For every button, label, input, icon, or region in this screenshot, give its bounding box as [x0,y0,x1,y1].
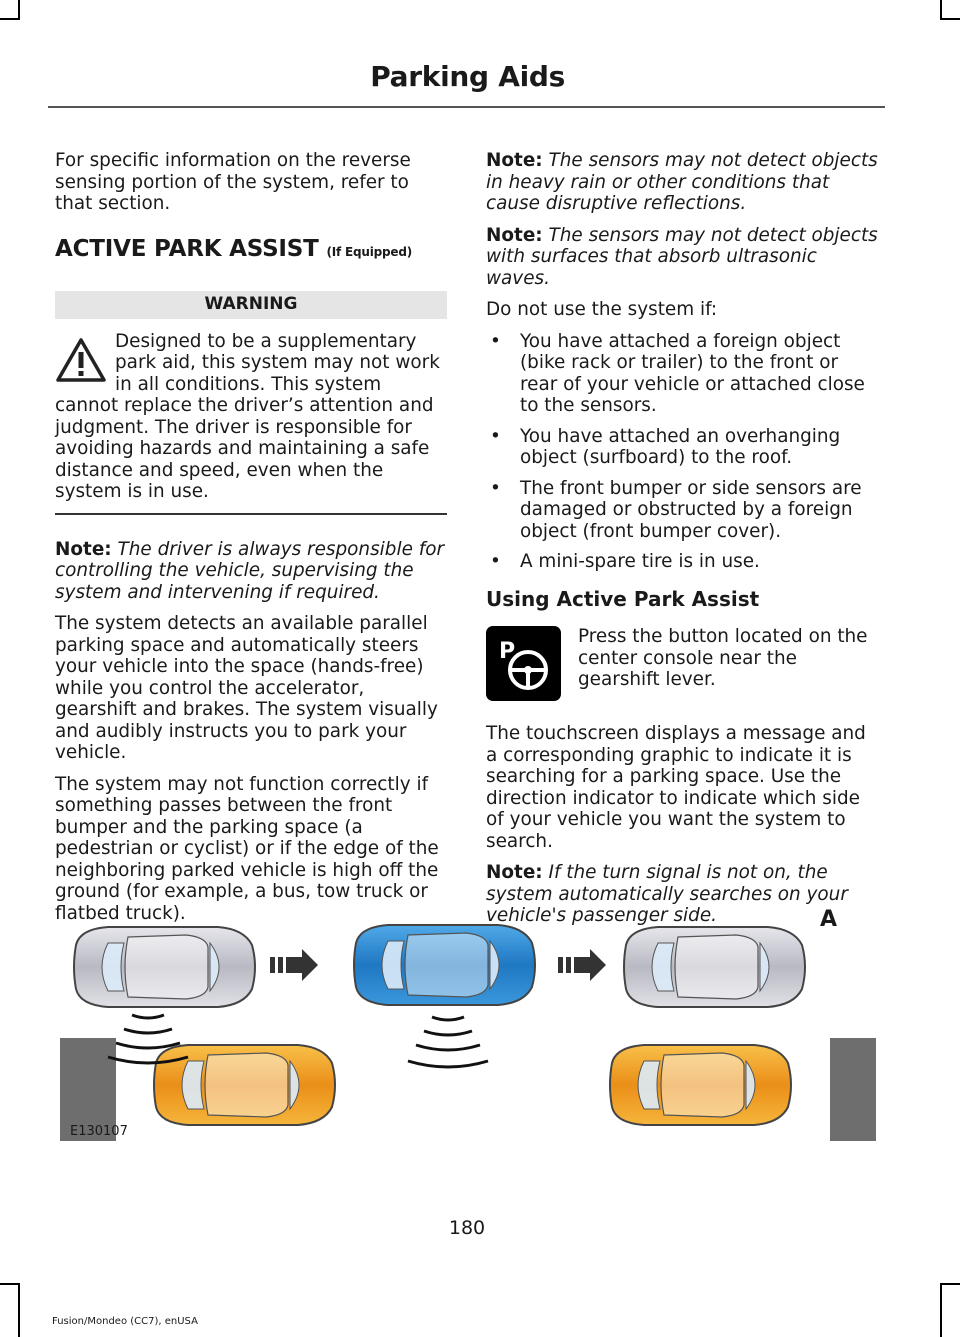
crop-mark [940,18,960,20]
warning-heading: WARNING [55,291,447,319]
note-text: The driver is always responsible for controlling the vehicle, supervising the system and intervening if required. [55,538,445,603]
steering-wheel-icon [486,626,561,701]
parking-sequence-illustration [60,905,876,1141]
parked-car-icon [74,927,255,1007]
note-label: Note: [486,862,543,883]
do-not-use-list [486,331,880,573]
crop-mark [0,18,20,20]
footer-model: Fusion/Mondeo (CC7), enUSA [52,1316,198,1327]
warning-text: Designed to be a supplementary park aid, this system may not work in all conditions. This system cannot replace the driver’s attention and judgment. The driver is responsible for avoiding hazards and maintaining a safe distance and speed, even when the system is in use. [55,330,440,502]
arrow-right-icon [558,949,606,981]
note-heavy-rain [486,150,880,215]
crop-mark [940,1283,960,1285]
list-item [486,478,880,543]
list-item [486,426,880,469]
button-instruction-row [486,626,880,707]
sensor-waves-icon [408,1017,488,1067]
note-label: Note: [55,538,112,560]
crop-mark [18,1283,20,1337]
warning-body [55,331,447,515]
note-text: The sensors may not detect objects with surfaces that absorb ultrasonic waves. [486,224,878,289]
button-instruction-text: Press the button located on the center console near the gearshift lever. [578,626,868,690]
note-driver-responsible [55,539,447,604]
subsection-heading: Using Active Park Assist [486,586,760,611]
intro-paragraph: For specific information on the reverse sensing portion of the system, refer to that section. [55,150,411,214]
warning-triangle-icon [55,337,107,383]
left-column [55,150,447,934]
list-item-text: A mini-spare tire is in use. [520,551,760,572]
page-number: 180 [448,1217,486,1239]
list-item [486,331,880,417]
section-qualifier: (If Equipped) [326,244,413,259]
note-text: The sensors may not detect objects in heavy rain or other conditions that cause disruptive reflections. [486,150,878,214]
bullet: • [490,477,501,499]
system-description: The system detects an available parallel parking space and automatically steers your vehicle into the space (hands-free) while you control the accelerator, gearshift and brakes. The system visually and audibly instructs you to park your vehicle. [55,613,438,763]
list-item [486,551,880,573]
do-not-use-intro: Do not use the system if: [486,299,718,320]
target-car-icon [154,1045,335,1125]
active-vehicle-icon [354,925,535,1005]
note-text: If the turn signal is not on, the system automatically searches on your vehicle's passenger side. [486,862,848,926]
touchscreen-paragraph: The touchscreen displays a message and a corresponding graphic to indicate it is searching for a parking space. Use the direction indicator to indicate which side of your vehicle you want the system to search. [486,723,866,852]
arrow-right-icon [270,949,318,981]
crop-mark [18,0,20,20]
note-label: Note: [486,150,543,171]
list-item-text: The front bumper or side sensors are damaged or obstructed by a foreign object (front bumper cover). [520,477,862,542]
bullet: • [490,551,501,572]
warning-box [55,291,447,515]
note-ultrasonic [486,225,880,290]
note-label: Note: [486,224,543,246]
list-item-text: You have attached an overhanging object (surfboard) to the roof. [520,425,841,468]
curb-right [830,1038,876,1141]
list-item-text: You have attached a foreign object (bike rack or trailer) to the front or rear of your vehicle or attached close to the sensors. [520,330,865,416]
svg-text:P: P [499,639,516,664]
section-heading [55,235,447,264]
park-assist-button-icon [486,626,561,701]
target-car-icon [610,1045,791,1125]
right-column [486,150,880,937]
figure-reference: E130107 [70,1124,128,1139]
limitations-paragraph: The system may not function correctly if something passes between the front bumper and the parking space (a pedestrian or cyclist) or if the edge of the neighboring parked vehicle is high off the ground (for example, a bus, tow truck or flatbed truck). [55,773,439,924]
crop-mark [0,1283,20,1285]
header-divider [48,106,885,108]
bullet: • [490,330,501,352]
figure-callout-label: A [820,907,838,932]
section-title: ACTIVE PARK ASSIST [55,235,319,262]
bullet: • [490,425,501,447]
page-title: Parking Aids [370,60,565,93]
parked-car-icon [624,927,805,1007]
crop-mark [940,0,942,20]
crop-mark [940,1283,942,1337]
